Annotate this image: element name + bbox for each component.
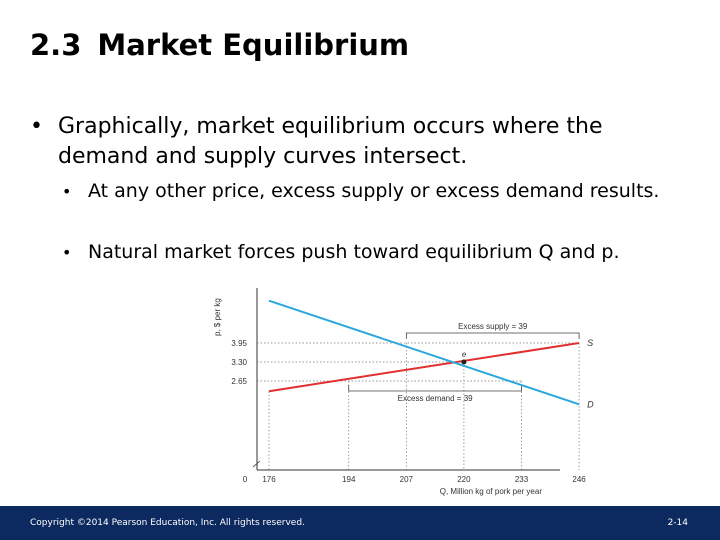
demand-curve xyxy=(269,301,579,405)
equilibrium-label: e xyxy=(461,350,467,359)
y-tick-label: 2.65 xyxy=(231,376,247,386)
x-axis-label: Q, Million kg of pork per year xyxy=(439,487,542,496)
bullet-dot: • xyxy=(30,114,43,139)
equilibrium-point xyxy=(461,360,466,365)
x-tick-label: 246 xyxy=(572,475,586,484)
equilibrium-chart xyxy=(190,280,594,502)
x-tick-label: 194 xyxy=(342,475,356,484)
supply-label: S xyxy=(587,338,594,349)
x-tick-label: 207 xyxy=(399,475,414,484)
sub-bullet-dot: • xyxy=(62,243,72,262)
page-number: 2-14 xyxy=(667,518,688,528)
sub-bullet-2-text: Natural market forces push toward equilibrium Q and p. xyxy=(88,241,620,263)
y-tick-label: 3.95 xyxy=(231,339,247,349)
x-tick-label: 176 xyxy=(262,475,276,484)
section-number: 2.3 xyxy=(30,28,82,62)
copyright-text: Copyright ©2014 Pearson Education, Inc. All rights reserved. xyxy=(30,518,305,528)
sub-bullet-1-text: At any other price, excess supply or excess demand results. xyxy=(88,180,660,202)
y-tick-label: 3.30 xyxy=(231,358,247,367)
excess-bracket xyxy=(349,385,522,391)
sub-bullet-1 xyxy=(62,178,682,205)
excess-label: Excess demand = 39 xyxy=(397,393,473,403)
demand-label: D xyxy=(587,399,594,410)
sub-bullet-2 xyxy=(62,239,682,266)
bullet-1 xyxy=(30,112,680,172)
x-tick-label: 220 xyxy=(457,475,471,484)
excess-bracket xyxy=(406,333,579,339)
supply-curve xyxy=(269,343,579,391)
sub-bullet-dot: • xyxy=(62,182,72,201)
slide-title xyxy=(30,28,409,62)
x-tick-label: 0 xyxy=(242,475,248,484)
title-text: Market Equilibrium xyxy=(97,28,410,62)
bullet-1-text: Graphically, market equilibrium occurs where the demand and supply curves intersect. xyxy=(58,114,603,169)
x-tick-label: 233 xyxy=(514,475,529,484)
excess-label: Excess supply = 39 xyxy=(458,322,528,332)
footer-bar xyxy=(0,506,720,540)
y-axis-label: p, $ per kg xyxy=(213,298,222,336)
